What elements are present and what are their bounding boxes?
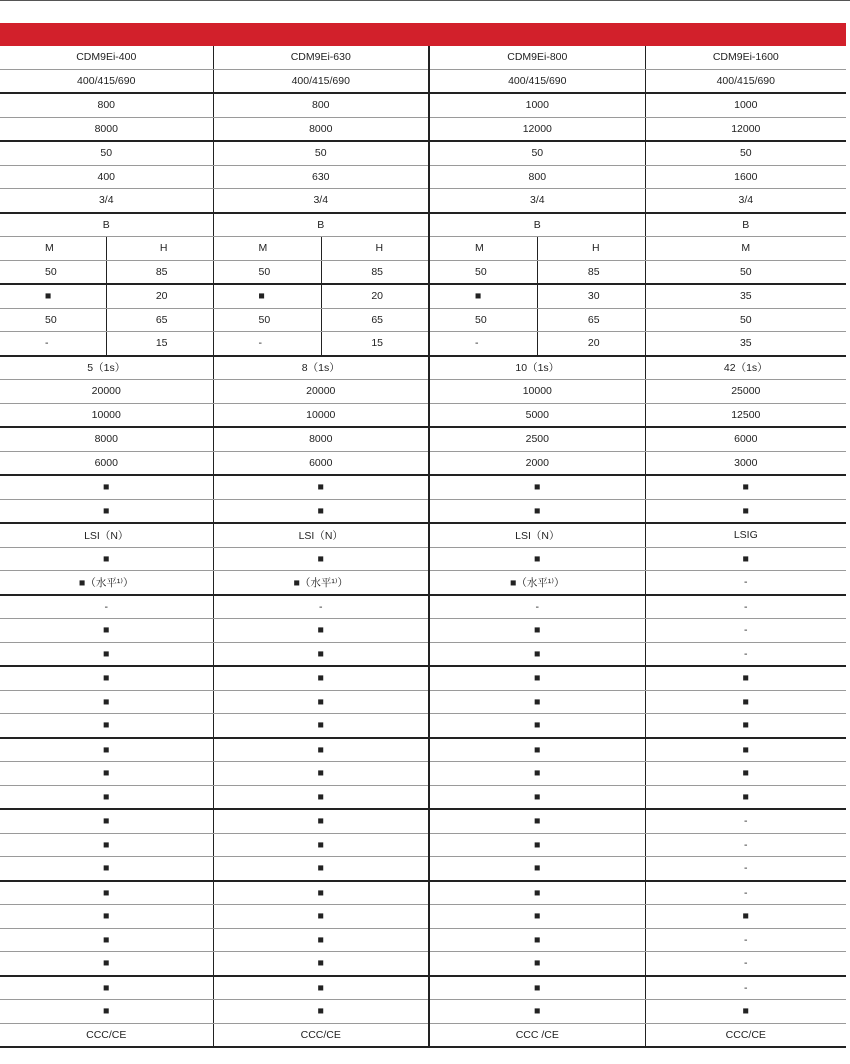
- table-cell: ■: [0, 976, 213, 1000]
- table-row: [0, 93, 846, 117]
- table-row: [0, 165, 846, 189]
- table-cell: 20000: [0, 380, 213, 404]
- table-cell: ■: [0, 857, 213, 881]
- table-cell: LSI（N）: [213, 523, 429, 547]
- table-row: [0, 141, 846, 165]
- table-cell: ■: [213, 857, 429, 881]
- table-cell: 85: [106, 260, 213, 284]
- table-cell: -: [0, 595, 213, 619]
- table-cell: ■: [213, 762, 429, 786]
- table-cell: ■: [0, 809, 213, 833]
- table-cell: 3/4: [0, 189, 213, 213]
- table-row: [0, 499, 846, 523]
- table-cell: ■: [429, 881, 645, 905]
- table-cell: 8000: [0, 427, 213, 451]
- spec-table: [0, 46, 846, 1048]
- table-cell: 12000: [645, 117, 846, 141]
- table-cell: 50: [429, 308, 537, 332]
- table-cell: ■: [645, 499, 846, 523]
- table-cell: ■: [213, 547, 429, 571]
- table-cell: ■（水平¹⁾）: [429, 571, 645, 595]
- table-cell: CCC/CE: [0, 1023, 213, 1047]
- table-row: [0, 928, 846, 952]
- table-cell: -: [645, 952, 846, 976]
- table-row: [0, 308, 846, 332]
- table-cell: -: [213, 595, 429, 619]
- table-cell: M: [213, 237, 321, 261]
- table-cell: 10000: [429, 380, 645, 404]
- table-cell: 50: [213, 308, 321, 332]
- table-cell: M: [0, 237, 106, 261]
- table-cell: 20: [106, 284, 213, 308]
- table-cell: ■: [429, 762, 645, 786]
- table-cell: B: [429, 213, 645, 237]
- table-cell: LSIG: [645, 523, 846, 547]
- table-cell: CCC /CE: [429, 1023, 645, 1047]
- table-cell: ■: [429, 284, 537, 308]
- table-cell: ■: [0, 928, 213, 952]
- table-cell: ■: [213, 1000, 429, 1024]
- table-row: [0, 595, 846, 619]
- table-row: [0, 690, 846, 714]
- table-cell: 12000: [429, 117, 645, 141]
- table-cell: 3000: [645, 451, 846, 475]
- table-row: [0, 46, 846, 69]
- table-cell: ■: [0, 619, 213, 643]
- table-cell: 1000: [429, 93, 645, 117]
- table-cell: 400/415/690: [645, 69, 846, 93]
- table-row: [0, 833, 846, 857]
- table-cell: -: [429, 332, 537, 356]
- table-row: [0, 905, 846, 929]
- table-cell: ■: [645, 547, 846, 571]
- table-cell: ■: [429, 642, 645, 666]
- table-cell: 50: [0, 308, 106, 332]
- table-cell: ■: [429, 666, 645, 690]
- table-row: [0, 284, 846, 308]
- table-cell: B: [0, 213, 213, 237]
- table-cell: 42（1s）: [645, 356, 846, 380]
- table-cell: 6000: [213, 451, 429, 475]
- table-row: [0, 785, 846, 809]
- table-cell: ■: [0, 547, 213, 571]
- table-cell: ■: [429, 833, 645, 857]
- table-cell: 6000: [0, 451, 213, 475]
- table-cell: 50: [429, 141, 645, 165]
- table-cell: ■: [0, 762, 213, 786]
- table-cell: 2500: [429, 427, 645, 451]
- table-cell: ■（水平¹⁾）: [213, 571, 429, 595]
- table-cell: ■: [429, 619, 645, 643]
- table-cell: 400: [0, 165, 213, 189]
- table-cell: -: [645, 857, 846, 881]
- table-cell: ■: [645, 1000, 846, 1024]
- table-cell: ■: [213, 690, 429, 714]
- table-cell: CDM9Ei-630: [213, 46, 429, 69]
- table-cell: 85: [321, 260, 429, 284]
- table-cell: 50: [645, 308, 846, 332]
- table-cell: ■: [429, 690, 645, 714]
- table-cell: -: [645, 595, 846, 619]
- table-cell: 5000: [429, 403, 645, 427]
- table-row: [0, 260, 846, 284]
- table-cell: LSI（N）: [429, 523, 645, 547]
- table-row: [0, 666, 846, 690]
- table-cell: B: [645, 213, 846, 237]
- table-cell: 50: [213, 141, 429, 165]
- table-cell: 20: [321, 284, 429, 308]
- table-cell: 35: [645, 284, 846, 308]
- table-cell: ■: [645, 666, 846, 690]
- table-cell: -: [645, 928, 846, 952]
- table-cell: ■: [213, 714, 429, 738]
- table-cell: 800: [429, 165, 645, 189]
- table-cell: -: [429, 595, 645, 619]
- table-cell: ■: [429, 785, 645, 809]
- table-row: [0, 213, 846, 237]
- table-cell: ■: [213, 284, 321, 308]
- table-cell: 65: [106, 308, 213, 332]
- table-row: [0, 403, 846, 427]
- table-cell: ■: [645, 738, 846, 762]
- table-row: [0, 427, 846, 451]
- table-cell: 2000: [429, 451, 645, 475]
- table-cell: M: [645, 237, 846, 261]
- table-cell: ■: [645, 690, 846, 714]
- table-row: [0, 237, 846, 261]
- table-cell: 20000: [213, 380, 429, 404]
- table-cell: ■: [645, 762, 846, 786]
- table-row: [0, 571, 846, 595]
- table-row: [0, 642, 846, 666]
- table-cell: ■: [213, 666, 429, 690]
- table-cell: 50: [429, 260, 537, 284]
- table-cell: ■: [429, 857, 645, 881]
- table-cell: ■: [213, 905, 429, 929]
- table-cell: ■: [213, 881, 429, 905]
- table-cell: 50: [645, 260, 846, 284]
- table-cell: 15: [321, 332, 429, 356]
- table-cell: 10000: [213, 403, 429, 427]
- table-cell: CDM9Ei-400: [0, 46, 213, 69]
- header-band: [0, 23, 846, 46]
- table-cell: ■: [213, 738, 429, 762]
- table-row: [0, 475, 846, 499]
- table-cell: 50: [0, 260, 106, 284]
- table-cell: ■: [429, 952, 645, 976]
- table-cell: ■: [0, 881, 213, 905]
- table-cell: ■: [429, 928, 645, 952]
- table-cell: 3/4: [645, 189, 846, 213]
- top-rule: [0, 0, 850, 1]
- table-cell: M: [429, 237, 537, 261]
- table-cell: ■: [0, 738, 213, 762]
- table-cell: -: [0, 332, 106, 356]
- table-row: [0, 762, 846, 786]
- table-cell: ■: [0, 905, 213, 929]
- table-cell: ■: [429, 547, 645, 571]
- table-cell: ■: [213, 619, 429, 643]
- table-cell: LSI（N）: [0, 523, 213, 547]
- table-cell: 400/415/690: [213, 69, 429, 93]
- table-cell: 6000: [645, 427, 846, 451]
- table-row: [0, 881, 846, 905]
- table-row: [0, 451, 846, 475]
- table-cell: H: [537, 237, 645, 261]
- table-cell: ■: [0, 690, 213, 714]
- table-cell: ■: [0, 499, 213, 523]
- table-row: [0, 809, 846, 833]
- table-cell: ■: [0, 284, 106, 308]
- table-cell: 85: [537, 260, 645, 284]
- table-cell: 1000: [645, 93, 846, 117]
- table-cell: 3/4: [213, 189, 429, 213]
- table-row: [0, 380, 846, 404]
- table-cell: 35: [645, 332, 846, 356]
- table-cell: ■: [0, 642, 213, 666]
- table-cell: -: [645, 881, 846, 905]
- table-cell: 15: [106, 332, 213, 356]
- table-cell: 800: [0, 93, 213, 117]
- table-cell: -: [645, 642, 846, 666]
- table-cell: ■（水平¹⁾）: [0, 571, 213, 595]
- table-cell: ■: [0, 1000, 213, 1024]
- table-cell: ■: [0, 833, 213, 857]
- table-cell: ■: [213, 833, 429, 857]
- table-cell: 65: [321, 308, 429, 332]
- table-cell: -: [645, 809, 846, 833]
- table-cell: ■: [0, 666, 213, 690]
- table-cell: 5（1s）: [0, 356, 213, 380]
- table-row: [0, 714, 846, 738]
- table-row: [0, 523, 846, 547]
- table-cell: -: [645, 619, 846, 643]
- table-row: [0, 332, 846, 356]
- table-cell: CCC/CE: [213, 1023, 429, 1047]
- table-cell: -: [645, 976, 846, 1000]
- table-row: [0, 857, 846, 881]
- table-row: [0, 189, 846, 213]
- table-cell: ■: [0, 475, 213, 499]
- table-cell: 1600: [645, 165, 846, 189]
- table-cell: ■: [0, 952, 213, 976]
- table-row: [0, 1023, 846, 1047]
- table-cell: ■: [645, 475, 846, 499]
- table-cell: 10000: [0, 403, 213, 427]
- table-cell: ■: [213, 928, 429, 952]
- table-cell: 30: [537, 284, 645, 308]
- table-cell: ■: [429, 905, 645, 929]
- table-cell: ■: [213, 976, 429, 1000]
- table-cell: 630: [213, 165, 429, 189]
- table-cell: 8000: [213, 117, 429, 141]
- table-cell: H: [321, 237, 429, 261]
- table-row: [0, 738, 846, 762]
- table-cell: 12500: [645, 403, 846, 427]
- table-cell: ■: [0, 785, 213, 809]
- table-cell: 400/415/690: [0, 69, 213, 93]
- table-cell: 800: [213, 93, 429, 117]
- table-cell: ■: [213, 785, 429, 809]
- table-cell: ■: [429, 738, 645, 762]
- table-cell: 25000: [645, 380, 846, 404]
- table-cell: ■: [645, 905, 846, 929]
- table-cell: 10（1s）: [429, 356, 645, 380]
- table-row: [0, 117, 846, 141]
- table-cell: 50: [213, 260, 321, 284]
- table-cell: CDM9Ei-1600: [645, 46, 846, 69]
- table-cell: ■: [213, 809, 429, 833]
- table-cell: ■: [429, 976, 645, 1000]
- table-cell: -: [645, 571, 846, 595]
- table-cell: 8000: [213, 427, 429, 451]
- table-cell: ■: [213, 475, 429, 499]
- table-cell: H: [106, 237, 213, 261]
- table-row: [0, 1000, 846, 1024]
- table-cell: 20: [537, 332, 645, 356]
- table-cell: 50: [645, 141, 846, 165]
- table-cell: ■: [429, 475, 645, 499]
- table-cell: ■: [0, 714, 213, 738]
- table-cell: -: [645, 833, 846, 857]
- table-cell: ■: [213, 952, 429, 976]
- table-row: [0, 952, 846, 976]
- table-row: [0, 976, 846, 1000]
- table-cell: ■: [213, 642, 429, 666]
- table-cell: 3/4: [429, 189, 645, 213]
- table-cell: ■: [213, 499, 429, 523]
- table-cell: ■: [429, 499, 645, 523]
- table-cell: 65: [537, 308, 645, 332]
- table-row: [0, 619, 846, 643]
- table-row: [0, 69, 846, 93]
- table-cell: -: [213, 332, 321, 356]
- table-cell: ■: [645, 785, 846, 809]
- table-cell: 8（1s）: [213, 356, 429, 380]
- table-row: [0, 547, 846, 571]
- table-cell: 8000: [0, 117, 213, 141]
- table-cell: ■: [429, 1000, 645, 1024]
- table-row: [0, 356, 846, 380]
- table-cell: CCC/CE: [645, 1023, 846, 1047]
- table-cell: ■: [645, 714, 846, 738]
- table-cell: ■: [429, 809, 645, 833]
- table-cell: B: [213, 213, 429, 237]
- table-cell: CDM9Ei-800: [429, 46, 645, 69]
- table-cell: ■: [429, 714, 645, 738]
- table-cell: 400/415/690: [429, 69, 645, 93]
- table-cell: 50: [0, 141, 213, 165]
